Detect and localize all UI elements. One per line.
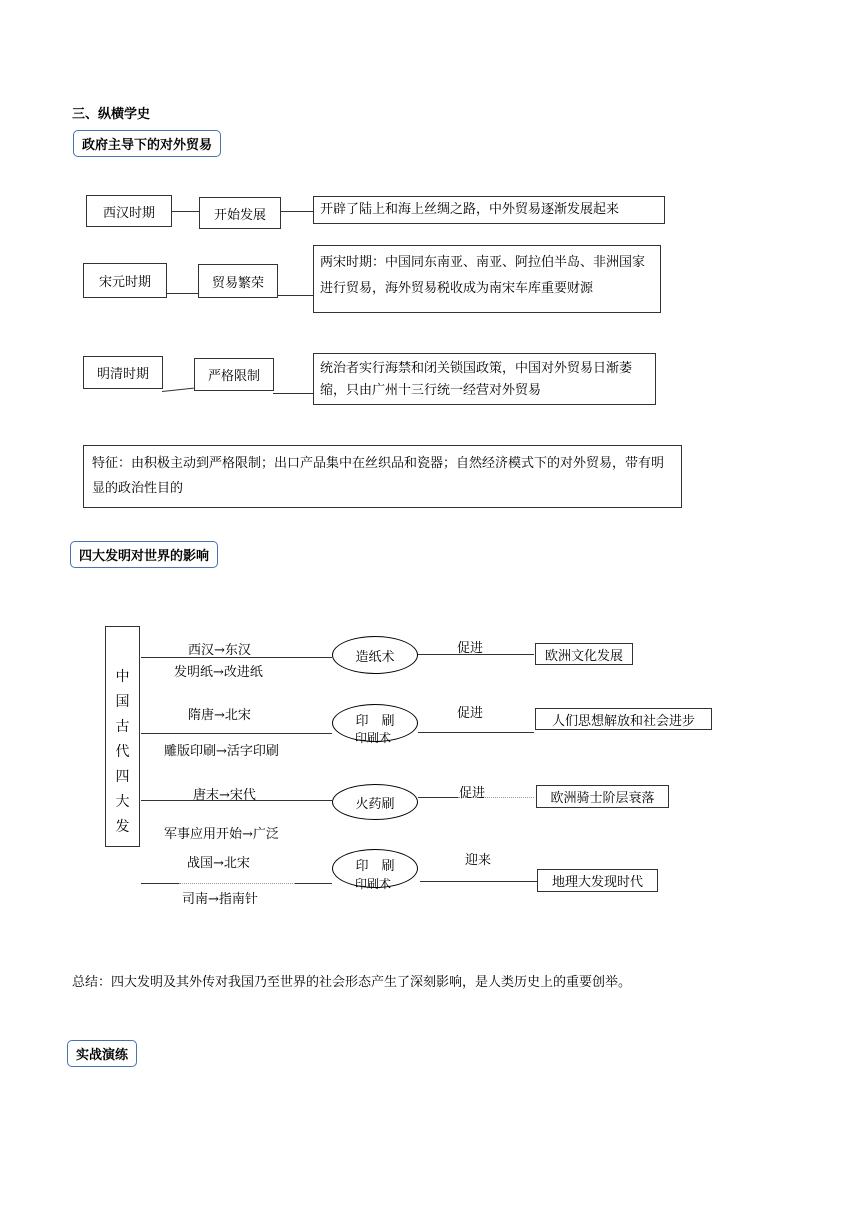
tag-trade: 政府主导下的对外贸易 [73, 130, 221, 157]
invention-result: 欧洲骑士阶层衰落 [550, 791, 655, 806]
invention-result: 人们思想解放和社会进步 [551, 713, 695, 729]
trade-stage-box [194, 358, 274, 391]
invention-overlap-label: 印刷术 [355, 877, 392, 891]
connector [141, 657, 332, 658]
vertical-char: 大 [115, 794, 130, 810]
trade-stage-label: 严格限制 [207, 369, 260, 384]
trade-stage-label: 贸易繁荣 [211, 275, 264, 291]
connector [418, 797, 458, 798]
invention-result-box [535, 643, 633, 665]
invention-result-box [537, 869, 658, 892]
invention-name: 印 刷 [355, 713, 395, 729]
inventions-vertical-title [105, 626, 140, 847]
invention-development: 司南→指南针 [182, 892, 258, 907]
vertical-char: 中 [115, 669, 130, 685]
vertical-char: 四 [115, 769, 130, 785]
trade-desc-text: 统治者实行海禁和闭关锁国政策，中国对外贸易日渐萎缩，只由广州十三行统一经营对外贸易 [320, 361, 633, 398]
connector [418, 732, 534, 733]
trade-feature-box [83, 445, 682, 508]
invention-period: 西汉→东汉 [188, 643, 251, 658]
connector [273, 393, 313, 394]
connector [179, 883, 295, 884]
connector [420, 881, 537, 882]
tag-practice: 实战演练 [67, 1040, 137, 1067]
connector [171, 211, 199, 212]
trade-desc-box [313, 245, 661, 313]
section-heading: 三、纵横学史 [72, 107, 151, 122]
trade-period-label: 明清时期 [96, 367, 149, 382]
vertical-char: 代 [115, 744, 130, 760]
trade-desc-text: 两宋时期：中国同东南亚、南亚、阿拉伯半岛、非洲国家进行贸易，海外贸易税收成为南宋车库重要财源 [320, 255, 646, 296]
connector [295, 883, 332, 884]
trade-desc-text: 开辟了陆上和海上丝绸之路，中外贸易逐渐发展起来 [320, 202, 620, 217]
invention-period: 战国→北宋 [187, 856, 250, 871]
invention-verb: 迎来 [465, 853, 492, 868]
connector [162, 388, 194, 392]
connector [141, 883, 179, 884]
connector [166, 293, 198, 294]
trade-period-label: 宋元时期 [98, 275, 151, 290]
invention-ellipse [332, 784, 418, 820]
invention-name: 造纸术 [355, 649, 395, 665]
trade-period-label: 西汉时期 [102, 205, 155, 221]
trade-period-box [83, 356, 163, 389]
connector [141, 800, 332, 801]
invention-period: 隋唐→北宋 [188, 708, 251, 723]
vertical-char: 国 [115, 694, 130, 710]
trade-period-box [83, 263, 167, 298]
invention-period: 唐末→宋代 [193, 788, 256, 803]
trade-period-box [86, 195, 172, 227]
trade-stage-box [198, 264, 278, 298]
connector [141, 733, 332, 734]
invention-result-box [536, 785, 669, 808]
vertical-char: 古 [115, 719, 130, 735]
inventions-summary: 总结：四大发明及其外传对我国乃至世界的社会形态产生了深刻影响，是人类历史上的重要创举。 [72, 975, 632, 990]
tag-inventions: 四大发明对世界的影响 [70, 541, 218, 568]
invention-name: 火药刷 [355, 796, 395, 812]
invention-verb: 促进 [457, 641, 484, 656]
invention-development: 发明纸→改进纸 [174, 665, 263, 680]
invention-ellipse [332, 636, 418, 674]
invention-overlap-label: 印刷术 [355, 731, 392, 745]
vertical-char: 发 [115, 819, 130, 835]
trade-stage-label: 开始发展 [213, 207, 266, 223]
trade-desc-box [313, 196, 665, 224]
trade-feature-text: 特征：由积极主动到严格限制；出口产品集中在丝织品和瓷器；自然经济模式下的对外贸易，带有明显的政治性目的 [92, 456, 665, 496]
invention-name: 印 刷 [355, 859, 395, 874]
invention-verb: 促进 [457, 706, 484, 721]
trade-stage-box [199, 197, 281, 229]
connector [277, 295, 313, 296]
invention-development: 雕版印刷→活字印刷 [164, 744, 279, 759]
invention-development: 军事应用开始→广泛 [164, 827, 279, 842]
invention-result: 欧洲文化发展 [544, 648, 623, 664]
invention-result-box [535, 708, 712, 730]
trade-desc-box [313, 353, 656, 405]
invention-result: 地理大发现时代 [551, 875, 643, 890]
connector [280, 211, 313, 212]
invention-verb: 促进 [459, 786, 486, 801]
